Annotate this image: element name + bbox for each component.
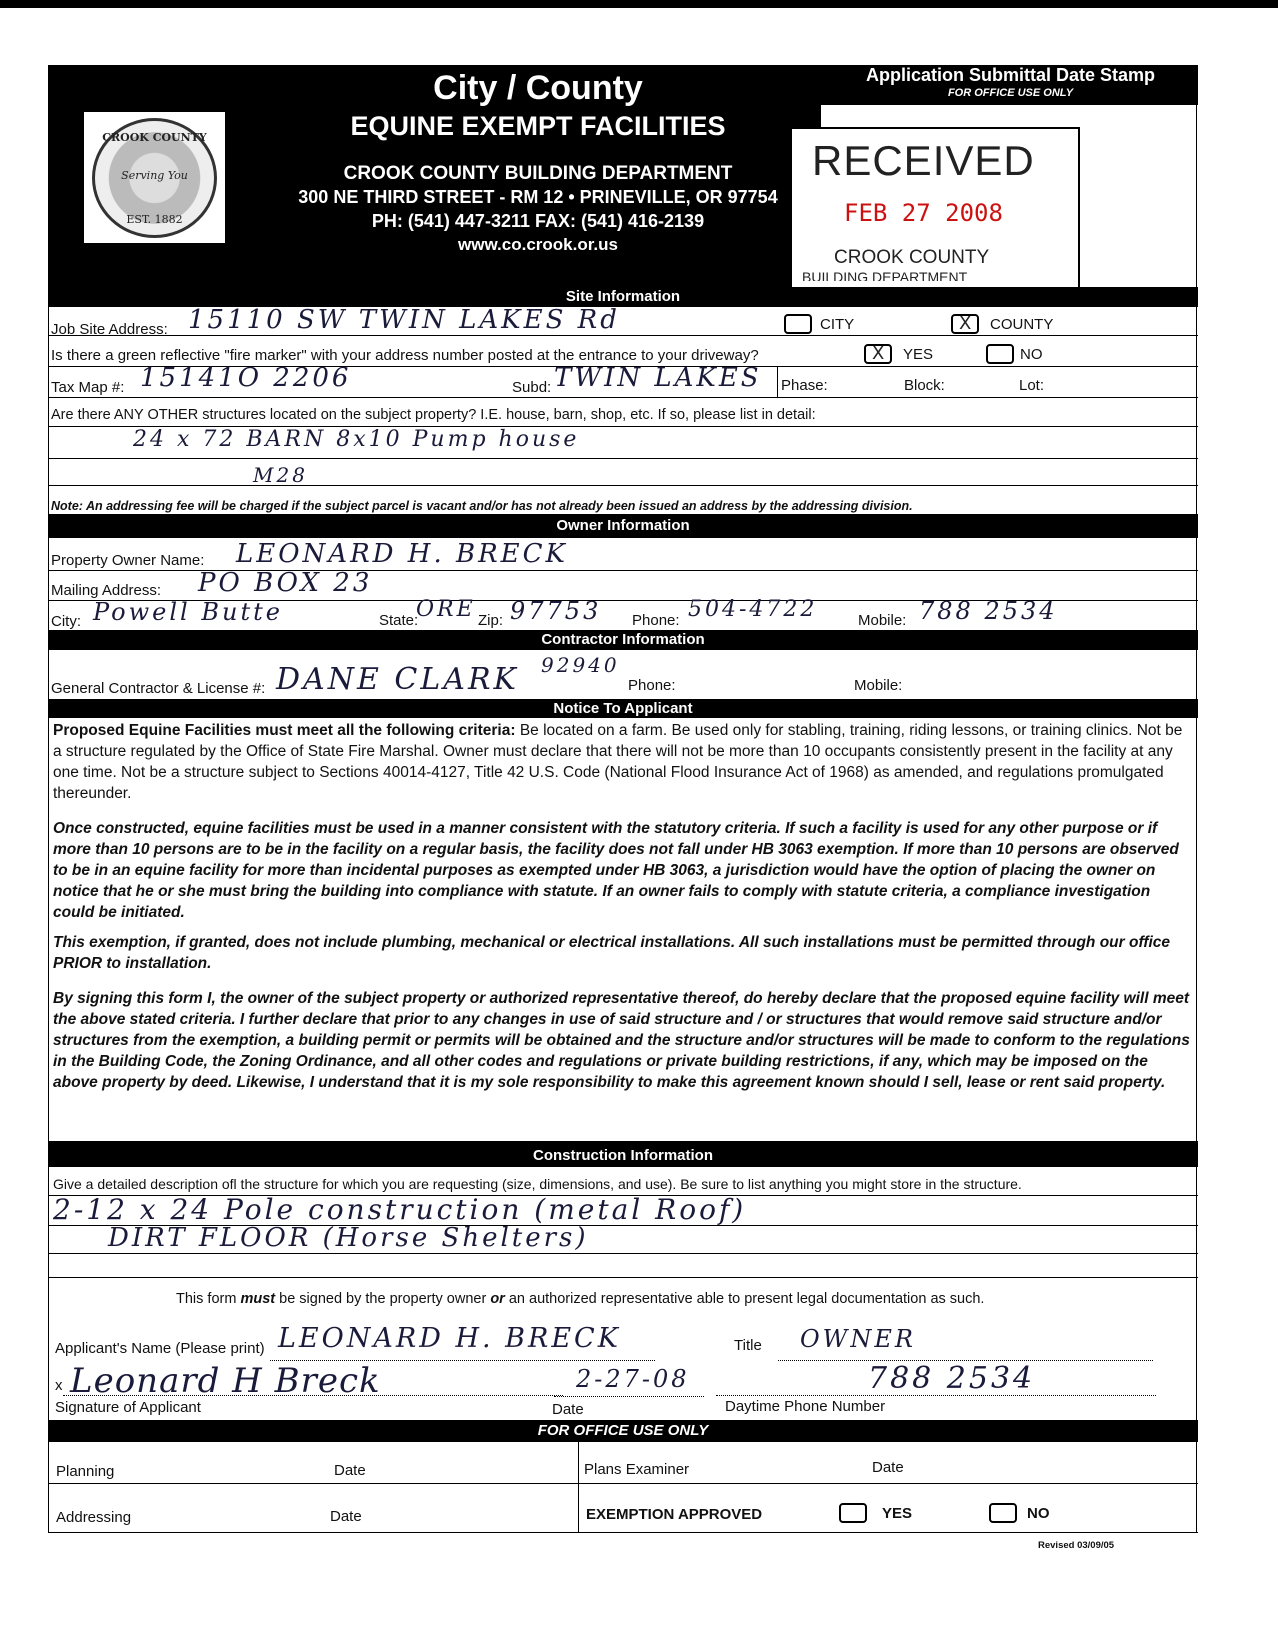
other-structures-value-1[interactable]: 24 x 72 BARN 8x10 Pump house xyxy=(133,427,580,452)
owner-phone-value[interactable]: 504-4722 xyxy=(688,597,818,622)
notice-header: Notice To Applicant xyxy=(48,699,1198,718)
signature-x-mark: x xyxy=(55,1377,63,1394)
contractor-license-value[interactable]: 92940 xyxy=(541,653,620,677)
mailing-address-label: Mailing Address: xyxy=(51,582,162,599)
daytime-phone-value[interactable]: 788 2534 xyxy=(868,1361,1036,1396)
form-title-line1: City / County xyxy=(433,69,643,107)
notice-criteria-paragraph xyxy=(53,720,1193,804)
exemption-approved-label: EXEMPTION APPROVED xyxy=(586,1506,763,1523)
notice-usage-paragraph: Once constructed, equine facilities must be used in a manner consistent with the statutory criteria. If such a facility is used for any other purpose or if more than 10 persons are to be in the facility on a regular basis, the facility does not fall under HB 3063 exemption. If more than 10 persons are observed to be in an equine facility for more than incidental purposes as exempted under HB 3063, a jurisdiction would have the option of placing the owner on notice that he or she must bring the building into compliance with statute. If an owner fails to comply with statute criteria, a compliance investigation could be initiated. xyxy=(53,820,1179,921)
notice-declaration-paragraph: By signing this form I, the owner of the subject property or authorized representative thereof, do hereby declare that the proposed equine facility will meet the above stated criteria. I further declare that prior to any changes in use of said structure and / or structures that would remove said structure and/or structures from the exemption, a building permit or permits will be obtained and the structure and/or structures will be made to conform to the regulations in the Building Code, the Zoning Ordinance, and all other codes and regulations or private building restrictions, if any, which may be imposed on the above property by deed. Likewise, I understand that it is my sole responsibility to make this agreement known should I sell, lease or rent said property. xyxy=(53,990,1190,1091)
phase-label: Phase: xyxy=(781,377,828,394)
owner-mobile-value[interactable]: 788 2534 xyxy=(919,597,1058,625)
city-label: CITY xyxy=(820,316,855,333)
exemption-no-checkbox[interactable] xyxy=(989,1503,1017,1523)
signature-notice-c: an authorized representative able to present legal documentation as such. xyxy=(504,1291,985,1307)
general-contractor-label: General Contractor & License #: xyxy=(51,680,266,697)
county-seal-icon xyxy=(92,118,217,238)
revised-date: Revised 03/09/05 xyxy=(1038,1540,1115,1551)
seal-mid-text: Serving You xyxy=(121,169,188,182)
dept-name: CROOK COUNTY BUILDING DEPARTMENT xyxy=(343,163,733,184)
received-stamp xyxy=(790,127,1080,297)
city-checkbox[interactable] xyxy=(784,314,812,334)
owner-name-value[interactable]: LEONARD H. BRECK xyxy=(236,539,568,569)
construction-description-1[interactable]: 2-12 x 24 Pole construction (metal Roof) xyxy=(53,1193,747,1226)
contractor-mobile-label: Mobile: xyxy=(854,677,903,694)
signature-label: Signature of Applicant xyxy=(55,1399,201,1416)
signature-notice-b: be signed by the property owner xyxy=(275,1291,491,1307)
subd-label: Subd: xyxy=(512,379,552,396)
signature-date-label: Date xyxy=(552,1401,584,1418)
office-use-header: FOR OFFICE USE ONLY xyxy=(48,1420,1198,1442)
dept-website: www.co.crook.or.us xyxy=(458,235,618,254)
tax-map-label: Tax Map #: xyxy=(51,379,125,396)
page-top-border xyxy=(0,0,1278,8)
fire-marker-no-checkbox[interactable] xyxy=(986,344,1014,364)
exemption-yes-label: YES xyxy=(882,1505,913,1522)
plans-examiner-label: Plans Examiner xyxy=(584,1461,690,1478)
state-label: State: xyxy=(379,612,419,629)
seal-bottom-text: EST. 1882 xyxy=(126,213,183,226)
applicant-name-label: Applicant's Name (Please print) xyxy=(55,1340,265,1357)
county-label: COUNTY xyxy=(990,316,1054,333)
applicant-signature[interactable]: Leonard H Breck xyxy=(70,1361,381,1401)
signature-notice-or: or xyxy=(490,1291,505,1307)
city-field-label: City: xyxy=(51,613,81,630)
notice-exemption-paragraph: This exemption, if granted, does not include plumbing, mechanical or electrical installations. All such installations must be permitted through our office PRIOR to installation. xyxy=(53,934,1171,972)
seal-top-text: CROOK COUNTY xyxy=(102,131,207,144)
job-site-label: Job Site Address: xyxy=(51,321,168,338)
signature-notice xyxy=(176,1291,984,1307)
other-structures-value-2[interactable]: M28 xyxy=(253,463,308,487)
construction-info-header: Construction Information xyxy=(48,1141,1198,1167)
owner-mobile-label: Mobile: xyxy=(858,612,907,629)
general-contractor-value[interactable]: DANE CLARK xyxy=(276,662,519,697)
block-label: Block: xyxy=(904,377,945,394)
fire-marker-no-label: NO xyxy=(1020,346,1043,363)
contractor-info-header: Contractor Information xyxy=(48,630,1198,650)
county-checkbox[interactable] xyxy=(951,314,979,334)
addressing-label: Addressing xyxy=(56,1509,132,1526)
received-county: CROOK COUNTY xyxy=(834,247,990,268)
construction-description-2[interactable]: DIRT FLOOR (Horse Shelters) xyxy=(108,1223,589,1253)
owner-phone-label: Phone: xyxy=(632,612,680,629)
fire-marker-question: Is there a green reflective "fire marker" with your address number posted at the entrance to your driveway? xyxy=(51,347,759,364)
subd-value[interactable]: TWIN LAKES xyxy=(554,363,762,393)
exemption-yes-checkbox[interactable] xyxy=(839,1503,867,1523)
daytime-phone-label: Daytime Phone Number xyxy=(725,1398,886,1415)
lot-label: Lot: xyxy=(1019,377,1045,394)
exemption-no-label: NO xyxy=(1027,1505,1050,1522)
city-field-value[interactable]: Powell Butte xyxy=(93,598,283,626)
received-dept: BUILDING DEPARTMENT xyxy=(802,269,968,281)
addressing-date-label: Date xyxy=(330,1508,362,1525)
form-title-line2: EQUINE EXEMPT FACILITIES xyxy=(350,111,726,141)
equine-exempt-form xyxy=(48,65,1198,1615)
plans-examiner-date-label: Date xyxy=(872,1459,904,1476)
title-label: Title xyxy=(734,1337,762,1354)
county-logo xyxy=(82,110,227,245)
tax-map-value[interactable]: 15141O 2206 xyxy=(140,363,352,393)
site-info-header: Site Information xyxy=(48,287,1198,307)
construction-instructions: Give a detailed description ofl the structure for which you are requesting (size, dimensions, and use). Be sure to list anything you might store in the structure. xyxy=(53,1176,1022,1192)
signature-notice-must: must xyxy=(240,1291,276,1307)
owner-name-label: Property Owner Name: xyxy=(51,552,205,569)
planning-label: Planning xyxy=(56,1463,115,1480)
owner-info-header: Owner Information xyxy=(48,514,1198,538)
mailing-address-value[interactable]: PO BOX 23 xyxy=(198,568,373,598)
dept-address: 300 NE THIRD STREET - RM 12 • PRINEVILLE, OR 97754 xyxy=(298,187,778,207)
state-value[interactable]: ORE xyxy=(416,597,476,622)
job-site-value[interactable]: 15110 SW TWIN LAKES Rd xyxy=(188,305,620,335)
zip-value[interactable]: 97753 xyxy=(510,597,602,625)
zip-label: Zip: xyxy=(478,612,504,629)
fire-marker-yes-checkbox[interactable] xyxy=(864,344,892,364)
title-value[interactable]: OWNER xyxy=(800,1325,916,1353)
contractor-phone-label: Phone: xyxy=(628,677,676,694)
planning-date-label: Date xyxy=(334,1462,366,1479)
stamp-panel-subtitle: FOR OFFICE USE ONLY xyxy=(947,87,1074,99)
notice-criteria-lead: Proposed Equine Facilities must meet all the following criteria: xyxy=(53,722,516,739)
fire-marker-yes-label: YES xyxy=(903,346,934,363)
addressing-fee-note: Note: An addressing fee will be charged if the subject parcel is vacant and/or has not already been issued an address by the addressing division. xyxy=(51,499,913,513)
applicant-name-value[interactable]: LEONARD H. BRECK xyxy=(278,1323,621,1354)
signature-date-value[interactable]: 2-27-08 xyxy=(576,1365,690,1393)
notice-criteria-text: Be located on a farm. Be used only for stabling, training, riding lessons, or training clinics. Not be a structure regulated by the Office of State Fire Marshal. Owner must declare that there will not be more than 10 occupants consistently present in the facility at any one time. Not be a structure subject to Sections 40014-4127, Title 42 U.S. Code (National Flood Insurance Act of 1968) as amended, and regulations promulgated thereunder. xyxy=(53,722,1183,802)
stamp-panel-title: Application Submittal Date Stamp xyxy=(865,65,1156,85)
signature-notice-a: This form xyxy=(176,1291,241,1307)
other-structures-question: Are there ANY OTHER structures located on the subject property? I.E. house, barn, shop, etc. If so, please list in detail: xyxy=(51,407,816,423)
received-date: FEB 27 2008 xyxy=(844,199,1003,227)
received-text: RECEIVED xyxy=(812,137,1035,184)
dept-phone: PH: (541) 447-3211 FAX: (541) 416-2139 xyxy=(371,211,705,231)
